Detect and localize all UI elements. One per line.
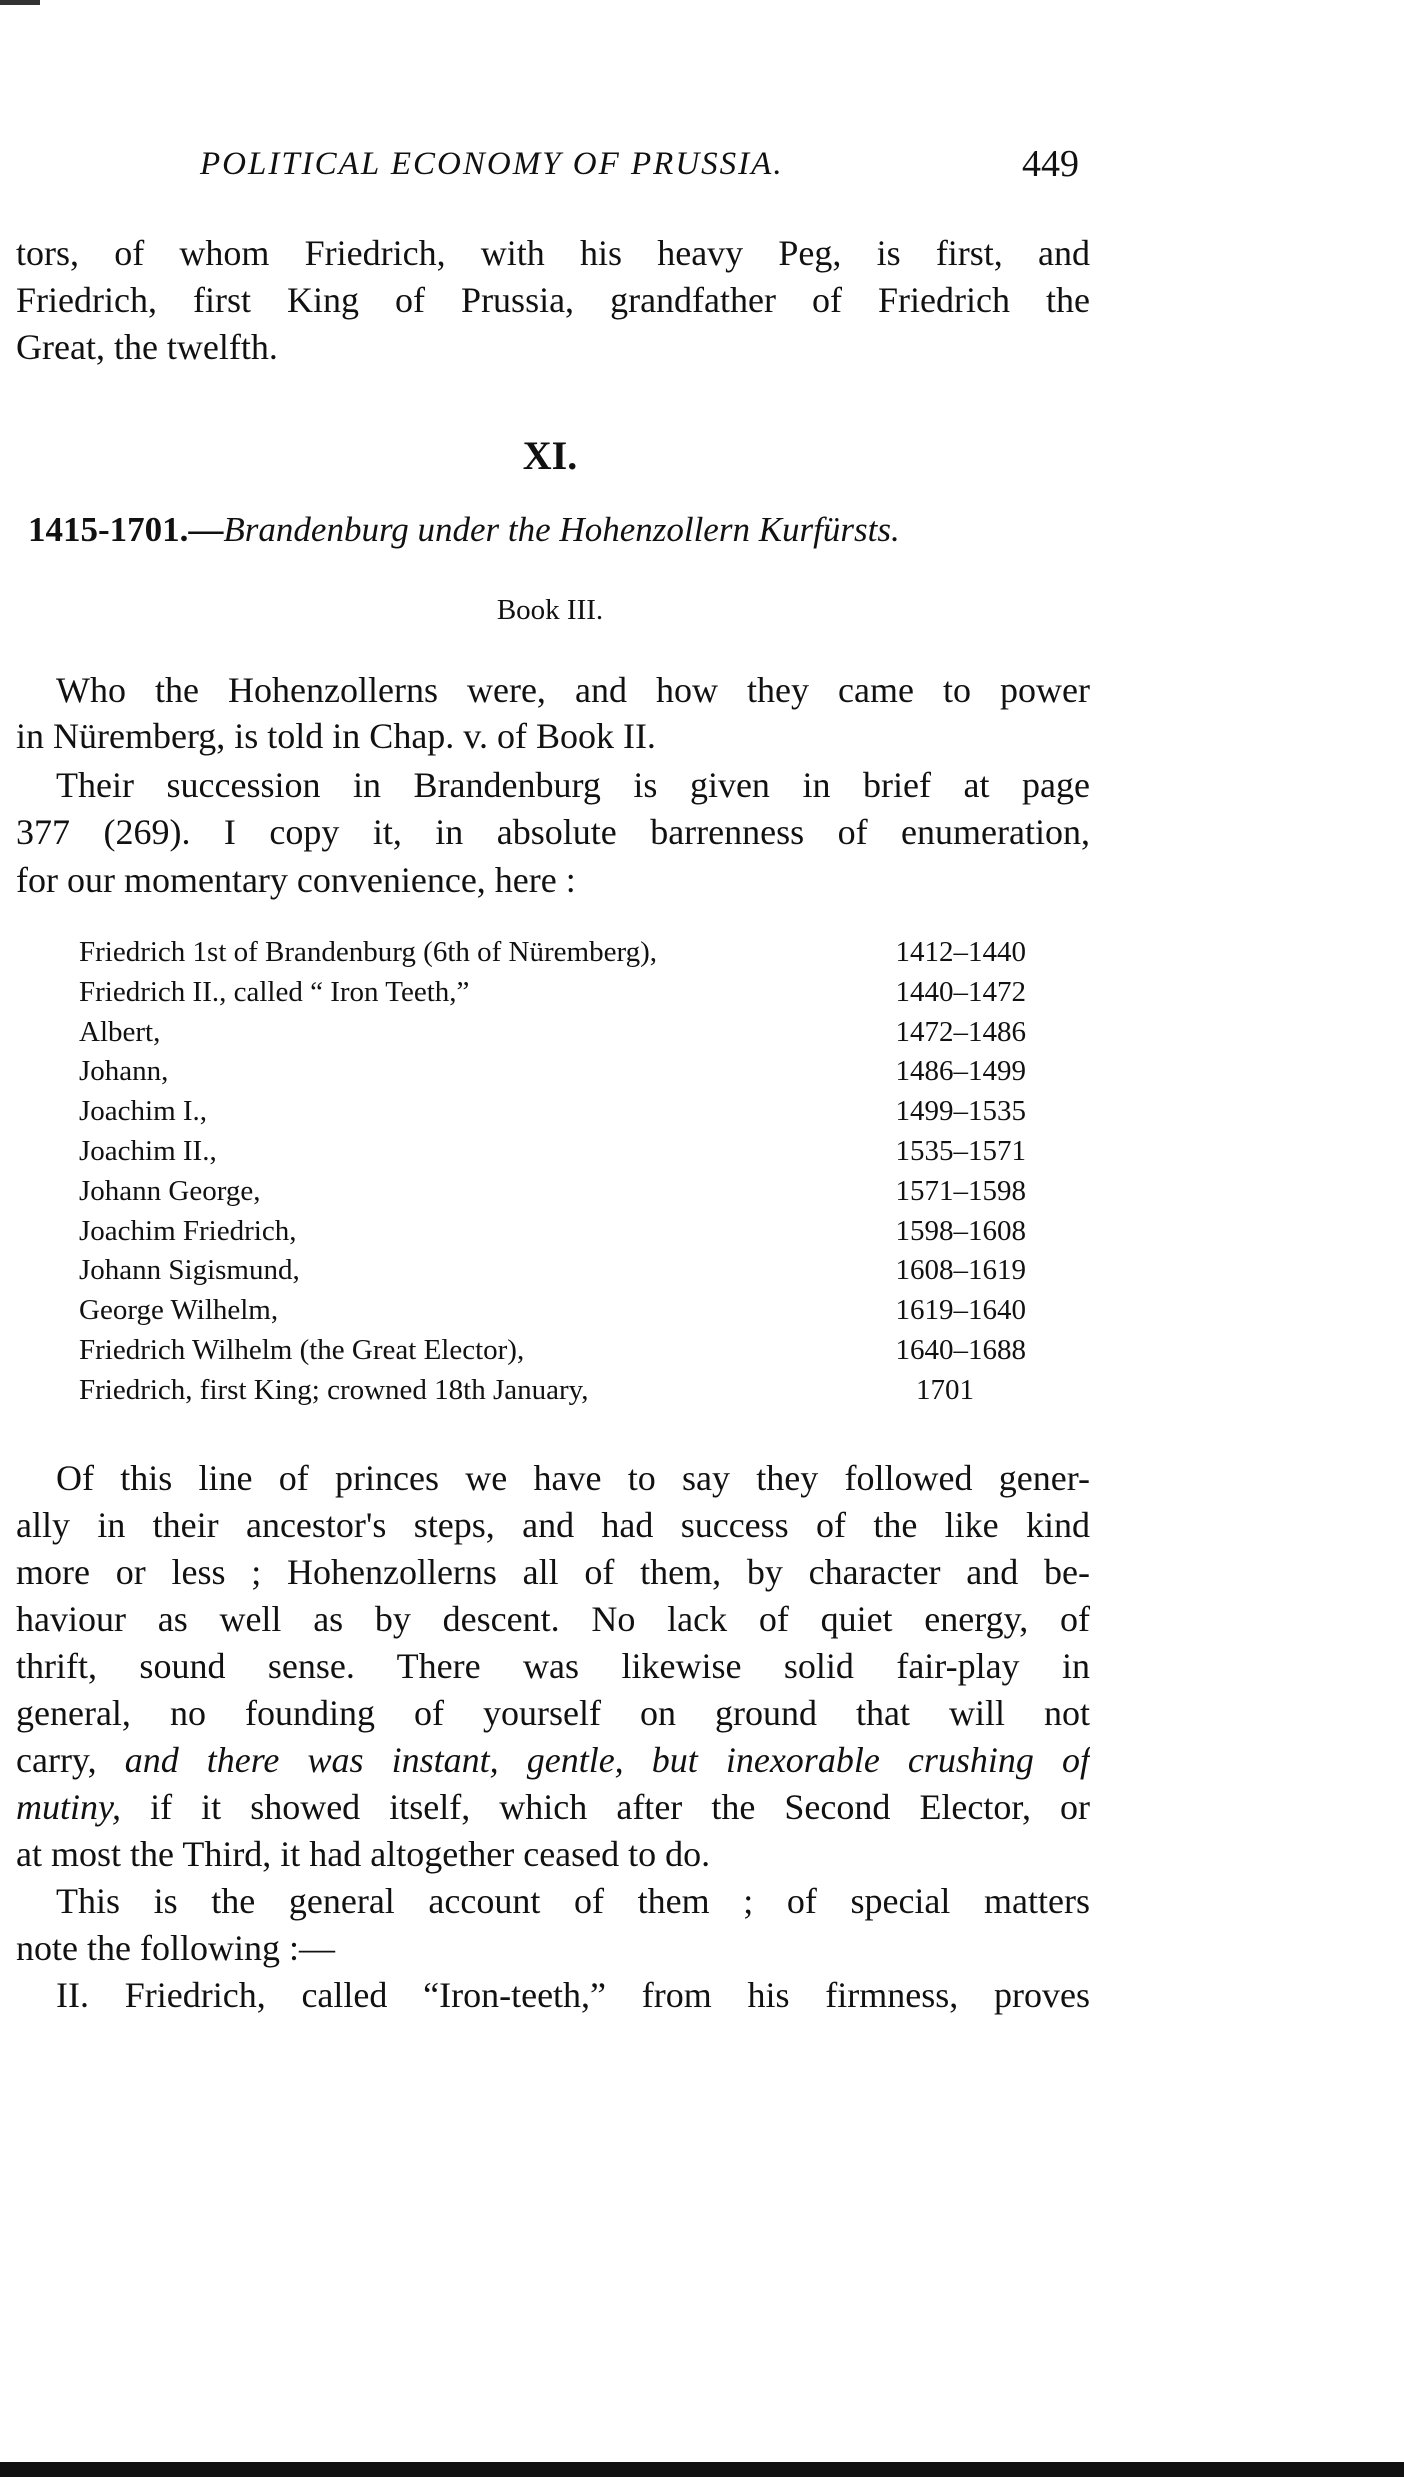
ruler-name: George Wilhelm,: [79, 1294, 279, 1327]
ruler-name: Joachim II.,: [79, 1135, 217, 1167]
ruler-dates: 1608–1619: [895, 1254, 1026, 1287]
scan-bottom-edge: [0, 2462, 1404, 2477]
ruler-name: Johann George,: [79, 1174, 261, 1207]
text-italic: and there was instant, gentle, but inexorable crushing of: [124, 1740, 1090, 1780]
scan-edge: [0, 0, 40, 5]
ruler-name: Joachim I.,: [79, 1095, 208, 1128]
text-line: Who the Hohenzollerns were, and how they came to power: [56, 670, 1090, 710]
page-number: 449: [1022, 143, 1079, 185]
ruler-row: [79, 1330, 1026, 1370]
ruler-name: Joachim Friedrich,: [79, 1214, 297, 1247]
ruler-dates: 1619–1640: [895, 1294, 1026, 1327]
text-roman: if it showed itself, which after the Second Elector, or: [121, 1787, 1090, 1827]
ruler-row: [79, 972, 1026, 1012]
text-line: note the following :—: [16, 1928, 335, 1968]
text-line: 377 (269). I copy it, in absolute barrenness of enumeration,: [16, 812, 1090, 852]
ruler-name: Johann Sigismund,: [79, 1254, 300, 1287]
ruler-row: [79, 1051, 1026, 1091]
ruler-name: Friedrich Wilhelm (the Great Elector),: [79, 1334, 525, 1366]
section-years: 1415-1701.—: [28, 510, 224, 549]
text-line: II. Friedrich, called “Iron-teeth,” from his firmness, proves: [56, 1975, 1090, 2015]
text-line: haviour as well as by descent. No lack of quiet energy, of: [16, 1599, 1090, 1639]
ruler-name: Friedrich 1st of Brandenburg (6th of Nüremberg),: [79, 936, 657, 968]
ruler-row: [79, 1012, 1026, 1052]
dot-leader: [663, 932, 848, 972]
text-line: [16, 1737, 1090, 1784]
section-title: Brandenburg under the Hohenzollern Kurfürsts.: [223, 510, 900, 549]
ruler-row: [79, 1211, 1026, 1251]
ruler-dates: 1486–1499: [895, 1055, 1026, 1088]
ruler-dates: 1535–1571: [895, 1135, 1026, 1167]
text-line: for our momentary convenience, here :: [16, 860, 576, 900]
ruler-dates: 1499–1535: [895, 1095, 1026, 1128]
dot-leader: [174, 1051, 848, 1091]
text-line: in Nüremberg, is told in Chap. v. of Book II.: [16, 716, 656, 756]
dot-leader: [213, 1091, 848, 1131]
ruler-name: Johann,: [79, 1055, 169, 1088]
ruler-name: Friedrich II., called “ Iron Teeth,”: [79, 975, 470, 1008]
ruler-row: [79, 1131, 1026, 1171]
text-line: general, no founding of yourself on ground that will not: [16, 1693, 1090, 1733]
ruler-dates: 1571–1598: [895, 1174, 1026, 1207]
ruler-dates: 1640–1688: [895, 1334, 1026, 1366]
ruler-dates: 1412–1440: [895, 936, 1026, 968]
text-line: thrift, sound sense. There was likewise solid fair-play in: [16, 1646, 1090, 1686]
running-title: POLITICAL ECONOMY OF PRUSSIA.: [200, 146, 784, 182]
dot-leader: [302, 1211, 848, 1251]
text-line: [16, 1784, 1090, 1831]
ruler-row: [79, 1250, 1026, 1290]
text-line: at most the Third, it had altogether ceased to do.: [16, 1834, 711, 1874]
text-roman: carry,: [16, 1740, 125, 1780]
dot-leader: [166, 1012, 848, 1052]
ruler-row: [79, 1091, 1026, 1131]
ruler-dates: 1472–1486: [895, 1015, 1026, 1048]
dot-leader: [595, 1370, 910, 1410]
ruler-dates: 1598–1608: [895, 1214, 1026, 1247]
text-line: Friedrich, first King of Prussia, grandfather of Friedrich the: [16, 280, 1090, 320]
ruler-row: [79, 1171, 1026, 1211]
text-line: Their succession in Brandenburg is given in brief at page: [56, 765, 1090, 805]
text-line: Great, the twelfth.: [16, 327, 278, 367]
dot-leader: [306, 1250, 848, 1290]
chapter-number: XI.: [522, 433, 578, 478]
ruler-dates: 1701: [916, 1373, 974, 1406]
text-line: ally in their ancestor's steps, and had success of the like kind: [16, 1505, 1090, 1545]
ruler-row: [79, 1290, 1026, 1330]
ruler-row: [79, 932, 1026, 972]
dot-leader: [266, 1171, 848, 1211]
text-line: Of this line of princes we have to say they followed gener-: [56, 1458, 1090, 1498]
dot-leader: [475, 972, 848, 1012]
text-italic: mutiny,: [16, 1787, 121, 1827]
ruler-row: [79, 1370, 1026, 1410]
text-line: This is the general account of them ; of special matters: [56, 1881, 1090, 1921]
dot-leader: [223, 1131, 848, 1171]
ruler-name: Friedrich, first King; crowned 18th January,: [79, 1373, 589, 1406]
dot-leader: [284, 1290, 848, 1330]
dot-leader: [530, 1330, 848, 1370]
ruler-name: Albert,: [79, 1015, 161, 1048]
text-line: tors, of whom Friedrich, with his heavy Peg, is first, and: [16, 233, 1090, 273]
section-heading: [28, 510, 900, 550]
ruler-dates: 1440–1472: [895, 975, 1026, 1008]
text-line: more or less ; Hohenzollerns all of them, by character and be-: [16, 1552, 1090, 1592]
book-label: Book III.: [496, 594, 604, 626]
